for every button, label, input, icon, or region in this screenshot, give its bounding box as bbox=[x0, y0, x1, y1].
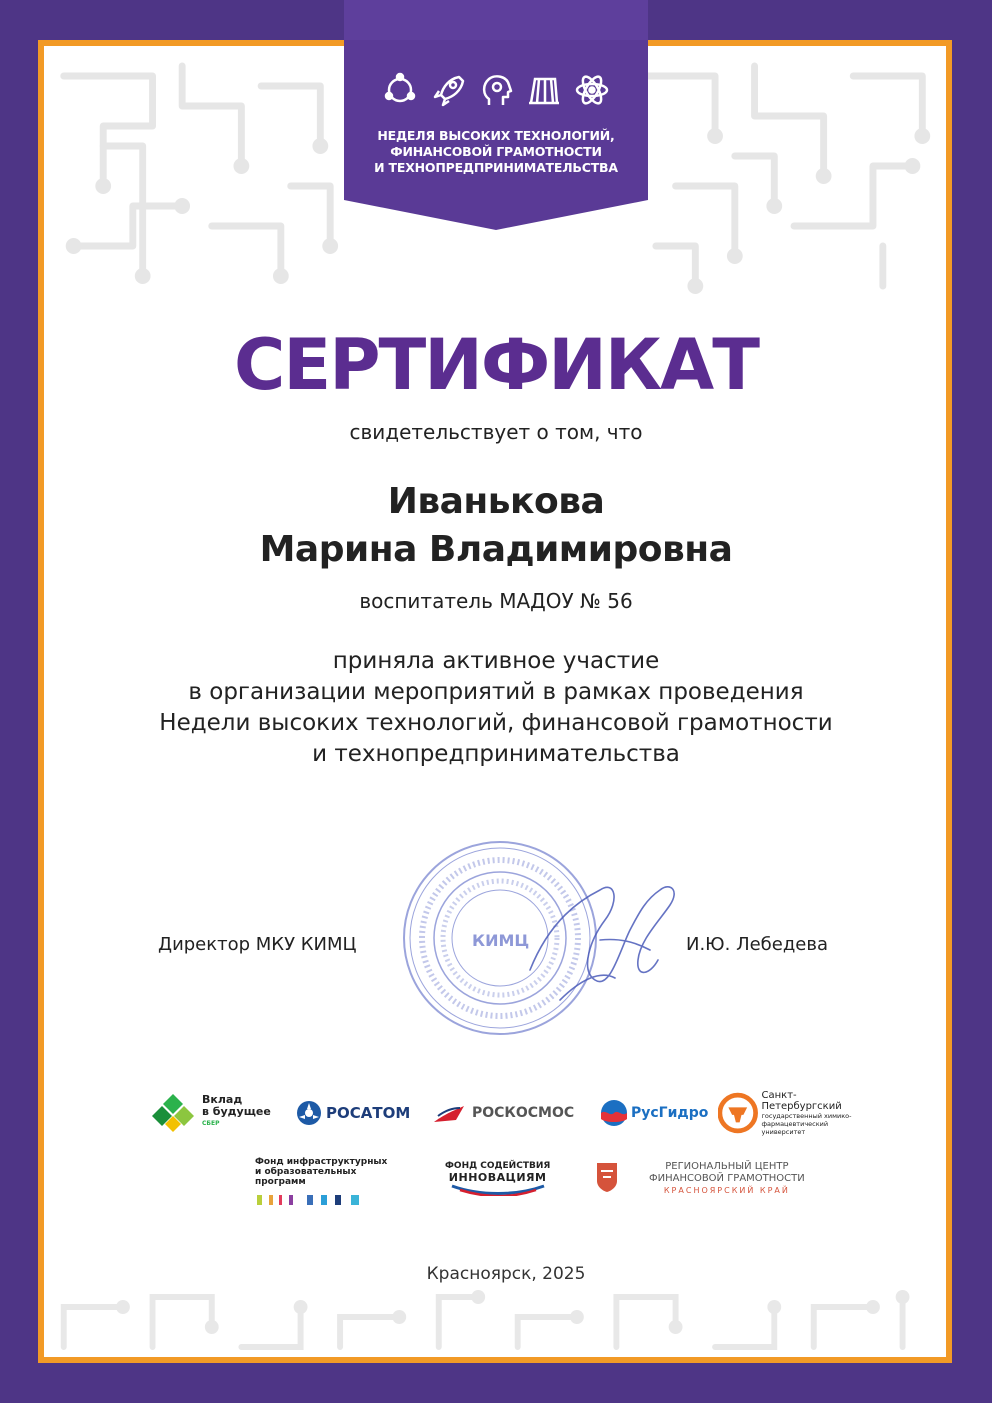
event-name-line1: НЕДЕЛЯ ВЫСОКИХ ТЕХНОЛОГИЙ, bbox=[377, 128, 615, 143]
vklad-logo bbox=[150, 1092, 271, 1132]
certificate-subtitle: свидетельствует о том, что bbox=[349, 420, 643, 444]
molecule-icon bbox=[380, 70, 420, 110]
partner-logos-row1 bbox=[150, 1088, 870, 1144]
ribbon-icons bbox=[344, 70, 648, 110]
handwritten-signature bbox=[520, 860, 690, 1010]
rcfg-line3: КРАСНОЯРСКИЙ КРАЙ bbox=[663, 1186, 790, 1195]
vklad-line3: СБЕР bbox=[202, 1120, 220, 1127]
header-ribbon bbox=[344, 0, 648, 230]
certificate-body bbox=[0, 646, 992, 770]
certificate-title: СЕРТИФИКАТ bbox=[234, 324, 758, 406]
signer-title: Директор МКУ КИМЦ bbox=[158, 934, 357, 955]
innovation-fund-logo bbox=[445, 1161, 550, 1196]
body-line: и технопредпринимательства bbox=[312, 741, 680, 767]
fsi-line1: ФОНД СОДЕЙСТВИЯ bbox=[445, 1161, 551, 1171]
city-year: Красноярск, 2025 bbox=[426, 1264, 586, 1284]
spb-university-icon bbox=[718, 1091, 758, 1135]
vklad-icon bbox=[150, 1092, 196, 1132]
rosatom-label: РОСАТОМ bbox=[326, 1104, 411, 1122]
body-line: в организации мероприятий в рамках проведения bbox=[188, 679, 804, 705]
krasnoyarsk-coat-of-arms-icon bbox=[595, 1161, 619, 1193]
rushydro-logo bbox=[600, 1099, 708, 1127]
rcfg-logo bbox=[649, 1161, 805, 1196]
recipient-surname: Иванькова bbox=[387, 481, 605, 522]
rcfg-emblem bbox=[595, 1161, 619, 1193]
rcfg-line1: РЕГИОНАЛЬНЫЙ ЦЕНТР bbox=[665, 1161, 789, 1172]
spb-line2: государственный химико- bbox=[761, 1112, 852, 1120]
recipient-position: воспитатель МАДОУ № 56 bbox=[359, 589, 633, 613]
event-name bbox=[344, 128, 648, 176]
event-name-line2: ФИНАНСОВОЙ ГРАМОТНОСТИ bbox=[390, 144, 602, 159]
vklad-line2: в будущее bbox=[202, 1105, 271, 1118]
vklad-line1: Вклад bbox=[202, 1093, 243, 1106]
partner-logos-row2 bbox=[255, 1155, 825, 1215]
fsi-swoosh-icon bbox=[450, 1184, 546, 1196]
roscosmos-logo bbox=[432, 1102, 574, 1124]
spb-university-logo bbox=[718, 1090, 870, 1136]
body-line: приняла активное участие bbox=[332, 648, 660, 674]
spb-line1: Санкт-Петербургский bbox=[761, 1090, 842, 1112]
rocket-icon bbox=[428, 70, 468, 110]
spb-line3: фармацевтический университет bbox=[761, 1120, 829, 1136]
stamp-label: КИМЦ bbox=[472, 931, 530, 950]
recipient-given-names: Марина Владимировна bbox=[259, 529, 733, 570]
rosatom-logo bbox=[296, 1100, 410, 1126]
body-line: Недели высоких технологий, финансовой грамотности bbox=[159, 710, 833, 736]
fsi-line2: ИННОВАЦИЯМ bbox=[448, 1171, 547, 1184]
fond-color-bars bbox=[255, 1193, 365, 1207]
fond-line3: программ bbox=[255, 1177, 306, 1187]
atom-icon bbox=[572, 70, 612, 110]
books-icon bbox=[524, 70, 564, 110]
rushydro-label: РусГидро bbox=[631, 1105, 709, 1121]
rushydro-icon bbox=[600, 1099, 628, 1127]
rcfg-line2: ФИНАНСОВОЙ ГРАМОТНОСТИ bbox=[649, 1173, 805, 1184]
signer-name: И.Ю. Лебедева bbox=[686, 934, 829, 955]
ribbon-shape bbox=[344, 0, 648, 230]
rosatom-icon bbox=[296, 1100, 322, 1126]
roscosmos-icon bbox=[432, 1102, 466, 1124]
fond-programs-logo bbox=[255, 1157, 387, 1207]
recipient-name bbox=[0, 478, 992, 574]
fond-line1: Фонд инфраструктурных bbox=[255, 1157, 388, 1167]
fond-line2: и образовательных bbox=[255, 1167, 357, 1177]
roscosmos-label: РОСКОСМОС bbox=[472, 1105, 575, 1121]
event-name-line3: И ТЕХНОПРЕДПРИНИМАТЕЛЬСТВА bbox=[374, 160, 618, 175]
head-icon bbox=[476, 70, 516, 110]
